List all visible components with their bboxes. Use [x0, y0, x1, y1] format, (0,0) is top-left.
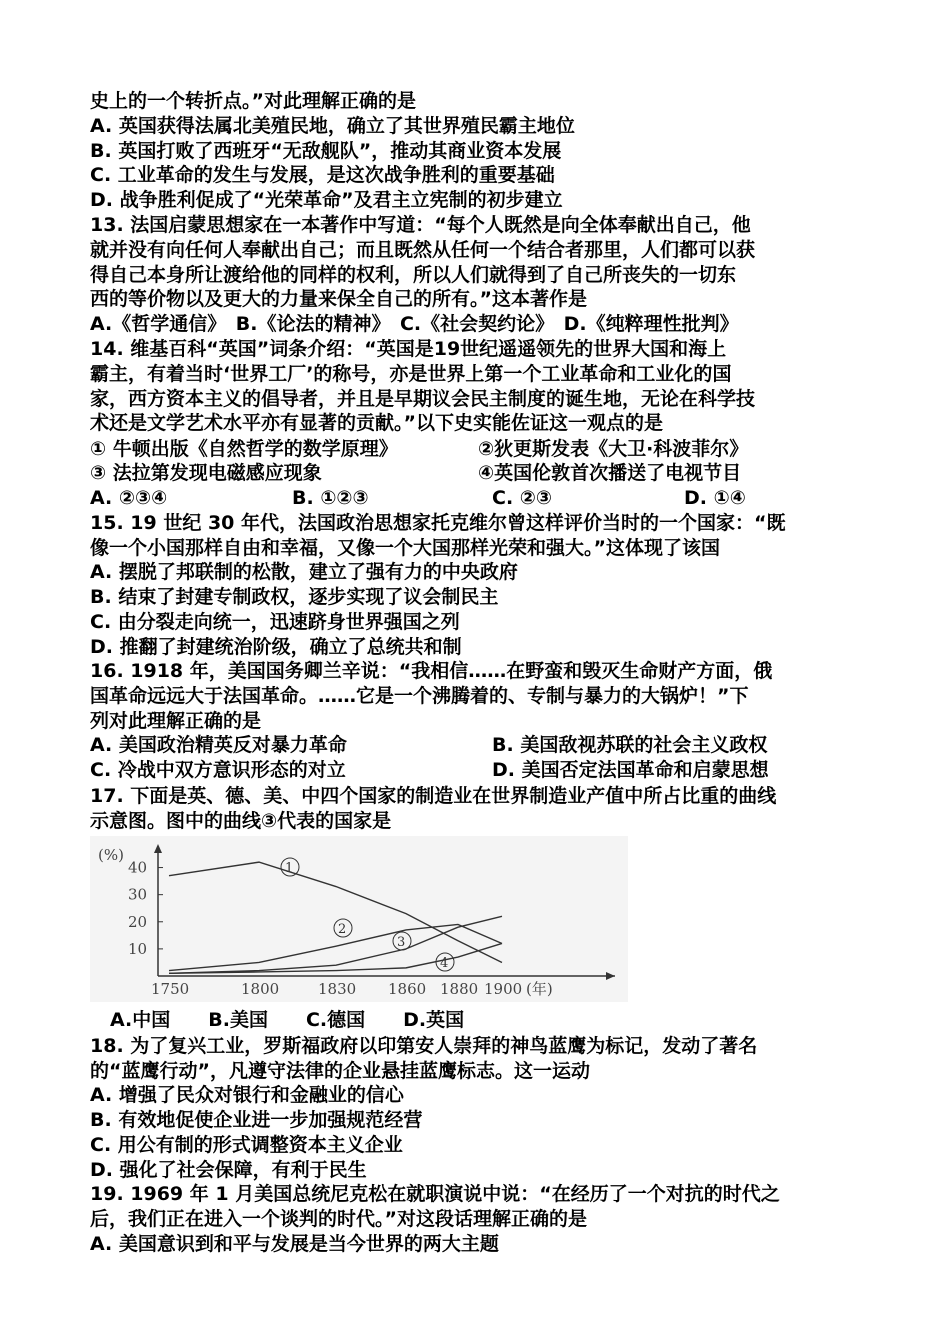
x-tick-label: 1750 [151, 980, 190, 998]
text-line: C. 用公有制的形式调整资本主义企业 [90, 1133, 403, 1156]
q16-option-b: B. 美国敌视苏联的社会主义政权 [492, 734, 768, 756]
series-label-2: 2 [338, 922, 347, 937]
text-line: 18. 为了复兴工业，罗斯福政府以印第安人崇拜的神鸟蓝鹰为标记，发动了著名 [90, 1035, 758, 1057]
series-label-4: 4 [440, 956, 449, 971]
x-tick-label: 1900 [484, 980, 523, 998]
q16-option-c: C. 冷战中双方意识形态的对立 [90, 759, 346, 781]
q14-item-1: ① 牛顿出版《自然哲学的数学原理》 [90, 438, 398, 460]
text-line: 国革命远远大于法国革命。……它是一个沸腾着的、专制与暴力的大锅炉！”下 [90, 684, 749, 707]
text-line: 像一个小国那样自由和幸福，又像一个大国那样光荣和强大。”这体现了该国 [90, 536, 720, 559]
text-line: 14. 维基百科“英国”词条介绍：“英国是19世纪遥遥领先的世界大国和海上 [90, 338, 727, 360]
text-line: 就并没有向任何人奉献出自己；而且既然从任何一个结合者那里，人们都可以获 [90, 238, 756, 261]
text-line: D. 战争胜利促成了“光荣革命”及君主立宪制的初步建立 [90, 189, 563, 212]
text-line: A. 增强了民众对银行和金融业的信心 [90, 1084, 404, 1107]
y-axis-label: (%) [98, 846, 124, 864]
q14-item-3: ③ 法拉第发现电磁感应现象 [90, 462, 322, 484]
y-tick-label: 10 [128, 939, 148, 958]
text-line: 17. 下面是英、德、美、中四个国家的制造业在世界制造业产值中所占比重的曲线 [90, 785, 777, 807]
x-axis-arrow [606, 972, 615, 980]
text-line: 示意图。图中的曲线③代表的国家是 [90, 809, 392, 832]
text-line: A. 英国获得法属北美殖民地，确立了其世界殖民霸主地位 [90, 114, 575, 137]
x-tick-label: 1860 [388, 980, 427, 998]
series-line-2 [169, 924, 502, 970]
series-label-1: 1 [285, 861, 294, 876]
text-line: 16. 1918 年，美国国务卿兰辛说：“我相信……在野蛮和毁灭生命财产方面，俄 [90, 660, 773, 683]
y-tick-label: 30 [128, 885, 148, 904]
text-line: D. 推翻了封建统治阶级，确立了总统共和制 [90, 635, 462, 658]
text-line: A.《哲学通信》 B.《论法的精神》 C.《社会契约论》 D.《纯粹理性批判》 [90, 313, 739, 336]
q14-item-2: ②狄更斯发表《大卫·科波菲尔》 [478, 438, 749, 460]
text-line: A. 摆脱了邦联制的松散，建立了强有力的中央政府 [90, 561, 518, 584]
text-line: 术还是文学艺术水平亦有显著的贡献。”以下史实能佐证这一观点的是 [90, 412, 663, 435]
q16-option-d: D. 美国否定法国革命和启蒙思想 [492, 759, 769, 781]
text-line: 19. 1969 年 1 月美国总统尼克松在就职演说中说：“在经历了一个对抗的时代之 [90, 1183, 780, 1206]
text-line: C. 工业革命的发生与发展，是这次战争胜利的重要基础 [90, 164, 555, 187]
x-tick-label: 1830 [318, 980, 357, 998]
text-line: 霸主，有着当时‘世界工厂’的称号，亦是世界上第一个工业革命和工业化的国 [90, 362, 732, 385]
text-line: 后，我们正在进入一个谈判的时代。”对这段话理解正确的是 [90, 1207, 587, 1230]
text-line: A. 美国意识到和平与发展是当今世界的两大主题 [90, 1232, 499, 1255]
x-axis-label: (年) [526, 980, 553, 998]
text-line: 西的等价物以及更大的力量来保全自己的所有。”这本著作是 [90, 288, 587, 311]
y-tick-label: 20 [128, 912, 148, 931]
q14-option-c: C. ②③ [492, 487, 552, 509]
q16-option-a: A. 美国政治精英反对暴力革命 [90, 734, 347, 756]
text-line: 家，西方资本主义的倡导者，并且是早期议会民主制度的诞生地，无论在科学技 [90, 387, 756, 410]
q14-option-d: D. ①④ [684, 487, 746, 509]
text-line: 的“蓝鹰行动”，凡遵守法律的企业悬挂蓝鹰标志。这一运动 [90, 1059, 590, 1082]
text-line: B. 英国打败了西班牙“无敌舰队”，推动其商业资本发展 [90, 139, 562, 162]
x-tick-label: 1880 [440, 980, 479, 998]
x-tick-label: 1800 [241, 980, 280, 998]
y-axis-arrow [154, 844, 162, 853]
text-line: 得自己本身所让渡给他的同样的权利，所以人们就得到了自己所丧失的一切东 [90, 263, 737, 286]
manufacturing-share-chart [90, 836, 628, 1002]
text-line: 列对此理解正确的是 [90, 709, 262, 732]
q14-option-a: A. ②③④ [90, 487, 168, 509]
series-line-1 [169, 862, 502, 962]
y-tick-label: 40 [128, 858, 148, 877]
text-line: D. 强化了社会保障，有利于民生 [90, 1158, 367, 1181]
text-line: 13. 法国启蒙思想家在一本著作中写道：“每个人既然是向全体奉献出自己，他 [90, 214, 751, 236]
q14-item-4: ④英国伦敦首次播送了电视节目 [478, 462, 742, 484]
text-line: 15. 19 世纪 30 年代，法国政治思想家托克维尔曾这样评价当时的一个国家：“既 [90, 512, 786, 534]
series-label-3: 3 [397, 935, 406, 950]
series-line-4 [169, 943, 502, 973]
text-line: B. 有效地促使企业进一步加强规范经营 [90, 1109, 423, 1132]
q14-option-b: B. ①②③ [292, 487, 369, 509]
text-line: B. 结束了封建专制政权，逐步实现了议会制民主 [90, 586, 499, 609]
q17-options: A.中国 B.美国 C.德国 D.英国 [110, 1009, 465, 1031]
text-line: C. 由分裂走向统一，迅速跻身世界强国之列 [90, 610, 460, 633]
text-line: 史上的一个转折点。”对此理解正确的是 [90, 90, 416, 112]
